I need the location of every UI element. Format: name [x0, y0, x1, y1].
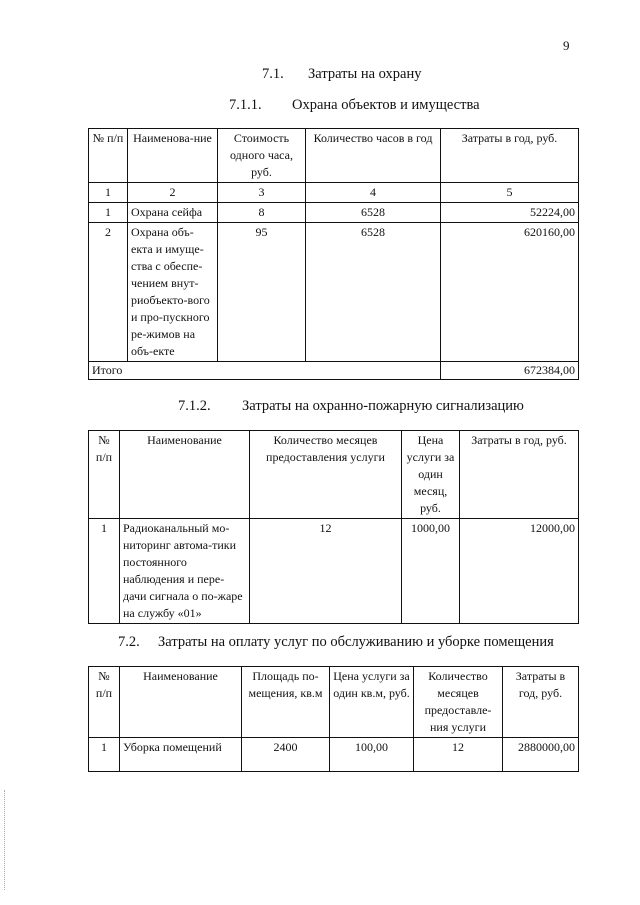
header-cell: № п/п	[89, 129, 128, 183]
months-cell: 12	[414, 738, 503, 772]
table-row	[89, 223, 579, 362]
page-number: 9	[563, 38, 570, 53]
header-cell: Затраты в год, руб.	[460, 431, 579, 519]
table-security-objects	[88, 128, 579, 380]
header-cell: № п/п	[89, 667, 120, 738]
cost-cell: 52224,00	[441, 203, 579, 223]
header-cell: Наименование	[120, 431, 250, 519]
header-cell: Количество месяцев предоставления услуги	[250, 431, 402, 519]
table-row	[89, 738, 579, 772]
header-cell: Стоимость одного часа, руб.	[218, 129, 306, 183]
price-cell: 100,00	[330, 738, 414, 772]
section-number: 7.2.	[118, 634, 140, 650]
row-number-cell: 1	[89, 203, 128, 223]
header-cell: Количество месяцев предоставле-ния услуги	[414, 667, 503, 738]
table-row	[89, 203, 579, 223]
row-number-cell: 1	[89, 519, 120, 624]
header-cell: Площадь по-мещения, кв.м	[242, 667, 330, 738]
col-number-cell: 5	[441, 183, 579, 203]
total-value: 672384,00	[441, 362, 579, 380]
header-cell: Количество часов в год	[306, 129, 441, 183]
cost-cell: 620160,00	[441, 223, 579, 362]
name-cell: Охрана объ-екта и имуще-ства с обеспе-чением внут-риобъекто-вого и про-пускного ре-жимов на объ-екте	[128, 223, 218, 362]
section-7-1-2-heading	[178, 398, 524, 415]
section-7-1-1-heading	[229, 97, 480, 114]
header-cell: Затраты в год, руб.	[503, 667, 579, 738]
cost-cell: 12000,00	[460, 519, 579, 624]
section-number: 7.1.1.	[229, 97, 262, 113]
months-cell: 12	[250, 519, 402, 624]
price-cell: 1000,00	[402, 519, 460, 624]
name-cell: Радиоканальный мо-ниторинг автома-тики постоянного наблюдения и пере-дачи сигнала о по-жаре на службу «01»	[120, 519, 250, 624]
header-cell: Наименование	[120, 667, 242, 738]
section-title: Затраты на охрану	[308, 66, 422, 82]
section-title: Охрана объектов и имущества	[292, 97, 480, 113]
column-number-row	[89, 183, 579, 203]
section-7-1-heading	[262, 66, 422, 83]
table-header-row	[89, 129, 579, 183]
header-cell: Затраты в год, руб.	[441, 129, 579, 183]
name-cell: Уборка помещений	[120, 738, 242, 772]
section-title: Затраты на охранно-пожарную сигнализацию	[242, 398, 524, 414]
row-number-cell: 2	[89, 223, 128, 362]
header-cell: Цена услуги за один месяц, руб.	[402, 431, 460, 519]
table-header-row	[89, 431, 579, 519]
header-cell: Наименова-ние	[128, 129, 218, 183]
col-number-cell: 3	[218, 183, 306, 203]
area-cell: 2400	[242, 738, 330, 772]
hours-cell: 6528	[306, 223, 441, 362]
table-fire-alarm	[88, 430, 579, 624]
section-number: 7.1.2.	[178, 398, 211, 414]
price-cell: 95	[218, 223, 306, 362]
header-cell: Цена услуги за один кв.м, руб.	[330, 667, 414, 738]
row-number-cell: 1	[89, 738, 120, 772]
section-7-2-heading	[118, 634, 554, 651]
total-row	[89, 362, 579, 380]
table-header-row	[89, 667, 579, 738]
col-number-cell: 2	[128, 183, 218, 203]
table-cleaning-services	[88, 666, 579, 772]
cost-cell: 2880000,00	[503, 738, 579, 772]
hours-cell: 6528	[306, 203, 441, 223]
total-label: Итого	[89, 362, 441, 380]
scan-margin-marks	[4, 790, 7, 890]
price-cell: 8	[218, 203, 306, 223]
col-number-cell: 4	[306, 183, 441, 203]
section-number: 7.1.	[262, 66, 284, 82]
section-title: Затраты на оплату услуг по обслуживанию и уборке помещения	[158, 634, 554, 650]
name-cell: Охрана сейфа	[128, 203, 218, 223]
col-number-cell: 1	[89, 183, 128, 203]
table-row	[89, 519, 579, 624]
header-cell: № п/п	[89, 431, 120, 519]
